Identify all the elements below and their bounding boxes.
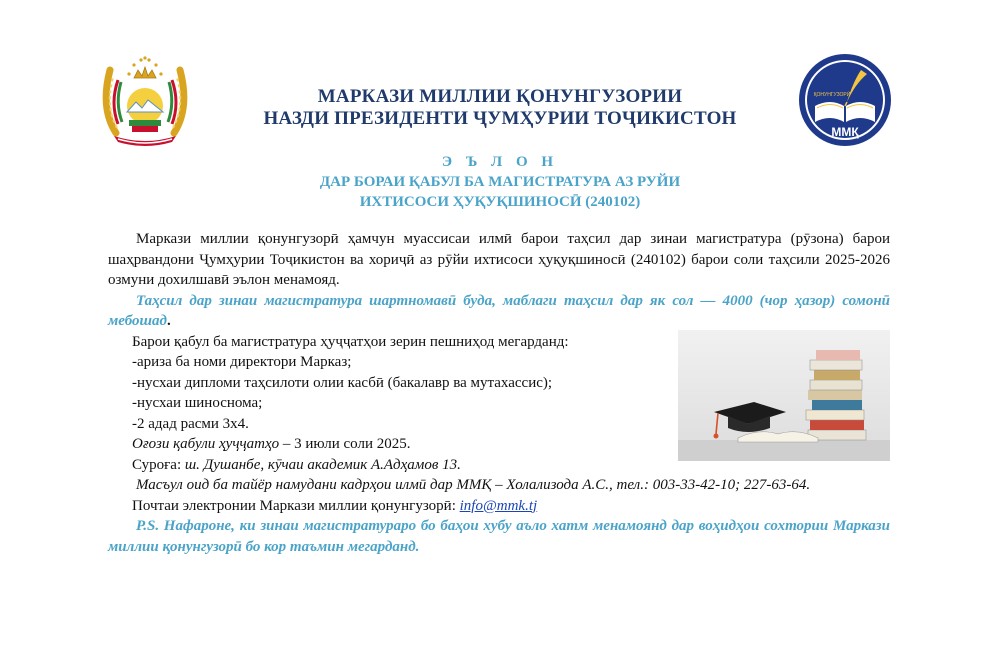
address-value: ш. Душанбе, кӯчаи академик А.Адҳамов 13.	[184, 456, 461, 473]
ps-paragraph: P.S. Нафароне, ки зинаи магистратураро бо баҳои хубу аъло хатм менамоянд дар воҳидҳои сохтории Маркази миллии қонунгузорӣ бо кор таъмин мегарданд.	[108, 518, 890, 555]
start-date-label: Оғози қабули ҳуҷҷатҳо	[132, 436, 280, 452]
tuition-end: .	[166, 313, 171, 329]
announcement-body	[108, 229, 890, 557]
email-line	[108, 496, 890, 517]
intro-paragraph: Маркази миллии қонунгузорӣ ҳамчун муассисаи илмӣ барои таҳсил дар зинаи магистратура (рӯзона) барои шаҳрвандони Ҷумҳурии Тоҷикистон ва хориҷӣ аз рӯйи ихтисоси ҳуқуқшиносӣ (240102) барои соли таҳсили 2025-2026 озмуни дохилшавӣ эълон менамояд.	[108, 231, 890, 288]
contact-paragraph: Масъул оид ба тайёр намудани кадрҳои илмӣ дар ММҚ – Холализода А.С., тел.: 003-33-42-10; 227-63-64.	[136, 477, 811, 493]
email-link[interactable]: info@mmk.tj	[459, 497, 538, 514]
org-title-line-1: МАРКАЗИ МИЛЛИИ ҚОНУНГУЗОРИИ	[317, 86, 683, 107]
docs-intro: Барои қабул ба магистратура ҳуҷҷатҳои зерин пешниҳод мегарданд:	[132, 333, 569, 350]
announcement-word: Э Ъ Л О Н	[441, 154, 559, 170]
state-emblem-icon	[96, 48, 194, 148]
doc-item: -нусхаи дипломи таҳсилоти олии касбӣ (бакалавр ва мутахассис);	[132, 374, 553, 391]
start-date-line	[108, 434, 890, 455]
address-label: Суроға:	[132, 456, 185, 473]
announcement-line-2: ДАР БОРАИ ҚАБУЛ БА МАГИСТРАТУРА АЗ РУЙИ	[319, 174, 681, 190]
tuition-text: Таҳсил дар зинаи магистратура шартномавӣ буда, маблаги таҳсил дар як сол — 4000 (чор ҳазор) сомонӣ мебошад	[108, 292, 890, 329]
announcement-heading	[200, 152, 800, 212]
address-line	[108, 455, 890, 476]
organization-title	[220, 86, 780, 130]
doc-item: -ариза ба номи директори Марказ;	[132, 354, 352, 370]
mmk-logo-icon	[797, 52, 893, 148]
announcement-line-3: ИХТИСОСИ ҲУҚУҚШИНОСӢ (240102)	[359, 194, 641, 210]
org-title-line-2: НАЗДИ ПРЕЗИДЕНТИ ҶУМҲУРИИ ТОҶИКИСТОН	[263, 108, 737, 129]
logo-abbreviation: ММҚ	[831, 125, 859, 139]
email-label: Почтаи электронии Маркази миллии қонунгузорӣ:	[132, 497, 460, 514]
tuition-paragraph	[108, 291, 890, 332]
doc-item: -2 адад расми 3х4.	[132, 415, 249, 432]
start-date-value: – 3 июли соли 2025.	[279, 436, 411, 452]
doc-item: -нусхаи шиноснома;	[132, 395, 263, 411]
logo-caption: ҚОНУНГУЗОРӢ	[813, 92, 851, 98]
